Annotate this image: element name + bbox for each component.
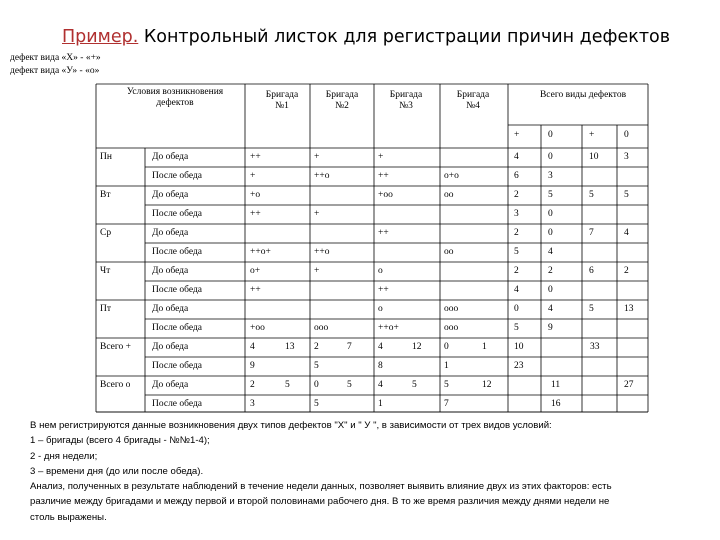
- brigade-cell: оо: [444, 247, 454, 257]
- brigade-header: Бригада №1: [265, 90, 299, 111]
- total-plus-cell: 5: [514, 247, 519, 257]
- time-label: После обеда: [152, 361, 202, 371]
- afternoon-o-total: 16: [551, 399, 561, 409]
- total-o-cell: 0: [548, 152, 553, 162]
- total-plus-cell: 3: [514, 209, 519, 219]
- time-label: После обеда: [152, 323, 202, 333]
- day-total-plus: 6: [589, 266, 594, 276]
- total-sum-cell: 23: [514, 361, 524, 371]
- brigade-cell: +: [378, 152, 384, 162]
- total-plus-cell: 4: [514, 285, 519, 295]
- sub-header: +: [589, 130, 595, 140]
- brigade-o-total: 5: [285, 380, 290, 390]
- time-label: До обеда: [152, 304, 189, 314]
- sum-label: Всего +: [100, 342, 132, 352]
- conditions-header: Условия возникновения дефектов: [126, 87, 224, 108]
- time-label: После обеда: [152, 285, 202, 295]
- title-text: Контрольный листок для регистрации причин дефектов: [138, 27, 671, 47]
- brigade-o-total: 12: [482, 380, 492, 390]
- time-label: После обеда: [152, 171, 202, 181]
- brigade-sum-cell: 4: [250, 342, 255, 352]
- grand-plus-total: 33: [590, 342, 600, 352]
- brigade-sum-cell: 4: [378, 380, 383, 390]
- total-plus-cell: 2: [514, 228, 519, 238]
- total-plus-cell: 2: [514, 266, 519, 276]
- brigade-cell: +: [250, 171, 256, 181]
- total-plus-cell: 4: [514, 152, 519, 162]
- day-total-o: 3: [624, 152, 629, 162]
- brigade-cell: ++о: [314, 247, 330, 257]
- day-label: Пт: [100, 304, 112, 314]
- time-label: До обеда: [152, 342, 189, 352]
- analysis-line: Анализ, полученных в результате наблюдений в течение недели данных, позволяет выявить влияние двух из этих факторов: есть: [30, 481, 612, 493]
- brigade-cell: о+о: [444, 171, 459, 181]
- brigade-plus-total: 12: [412, 342, 422, 352]
- brigade-o-total: 5: [412, 380, 417, 390]
- brigade-sum-cell: 2: [250, 380, 255, 390]
- sub-header: 0: [624, 130, 629, 140]
- analysis-text: [30, 418, 718, 525]
- total-o-cell: 2: [548, 266, 553, 276]
- brigade-sum-cell: 4: [378, 342, 383, 352]
- brigade-cell: +оо: [378, 190, 393, 200]
- time-label: До обеда: [152, 190, 189, 200]
- sub-header: 0: [548, 130, 553, 140]
- brigade-cell: ++о+: [378, 323, 399, 333]
- total-o-cell: 9: [548, 323, 553, 333]
- analysis-line: столь выражены.: [30, 511, 107, 523]
- brigade-sum-cell: 3: [250, 399, 255, 409]
- brigade-sum-cell: 5: [314, 361, 319, 371]
- legend-y: дефект вида «У» - «о»: [10, 66, 100, 76]
- brigade-header: Бригада №3: [389, 90, 423, 111]
- brigade-cell: +: [314, 266, 320, 276]
- total-plus-cell: 5: [514, 323, 519, 333]
- brigade-cell: +: [314, 152, 320, 162]
- total-plus-cell: 2: [514, 190, 519, 200]
- time-label: До обеда: [152, 380, 189, 390]
- day-total-plus: 5: [589, 304, 594, 314]
- brigade-sum-cell: 2: [314, 342, 319, 352]
- time-label: После обеда: [152, 209, 202, 219]
- total-o-cell: 0: [548, 285, 553, 295]
- day-total-o: 13: [624, 304, 634, 314]
- brigade-sum-cell: 8: [378, 361, 383, 371]
- brigade-cell: ++: [250, 209, 261, 219]
- day-label: Вт: [100, 190, 111, 200]
- brigade-sum-cell: 1: [378, 399, 383, 409]
- total-o-cell: 0: [548, 228, 553, 238]
- day-total-o: 4: [624, 228, 629, 238]
- brigade-cell: +оо: [250, 323, 265, 333]
- brigade-cell: о+: [250, 266, 261, 276]
- brigade-cell: ++: [378, 228, 389, 238]
- total-plus-cell: 6: [514, 171, 519, 181]
- grand-o-total: 27: [624, 380, 634, 390]
- brigade-plus-total: 1: [482, 342, 487, 352]
- brigade-sum-cell: 0: [444, 342, 449, 352]
- brigade-sum-cell: 1: [444, 361, 449, 371]
- analysis-line: различие между бригадами и между первой и второй половинами рабочего дня. В то же время различия между днями недели не: [30, 496, 610, 508]
- total-o-cell: 4: [548, 304, 553, 314]
- brigade-sum-cell: 5: [314, 399, 319, 409]
- brigade-cell: о: [378, 266, 383, 276]
- brigade-cell: ооо: [444, 304, 459, 314]
- total-header: Всего виды дефектов: [539, 90, 627, 100]
- analysis-line: 1 – бригады (всего 4 бригады - №№1-4);: [30, 435, 210, 447]
- sub-header: +: [514, 130, 520, 140]
- total-sum-cell: 10: [514, 342, 524, 352]
- day-label: Ср: [100, 228, 112, 238]
- brigade-cell: оо: [444, 190, 454, 200]
- brigade-cell: ++о: [314, 171, 330, 181]
- total-o-cell: 3: [548, 171, 553, 181]
- total-o-cell: 5: [548, 190, 553, 200]
- brigade-cell: +о: [250, 190, 261, 200]
- sum-label: Всего о: [100, 380, 131, 390]
- brigade-cell: ++: [378, 285, 389, 295]
- brigade-header: Бригада №2: [325, 90, 359, 111]
- day-total-plus: 5: [589, 190, 594, 200]
- time-label: После обеда: [152, 399, 202, 409]
- analysis-line: 2 - дня недели;: [30, 450, 98, 462]
- brigade-o-total: 5: [347, 380, 352, 390]
- brigade-sum-cell: 9: [250, 361, 255, 371]
- analysis-line: 3 – времени дня (до или после обеда).: [30, 465, 204, 477]
- brigade-sum-cell: 7: [444, 399, 449, 409]
- day-total-o: 2: [624, 266, 629, 276]
- brigade-cell: ооо: [314, 323, 329, 333]
- brigade-cell: +: [314, 209, 320, 219]
- brigade-sum-cell: 0: [314, 380, 319, 390]
- brigade-plus-total: 7: [347, 342, 352, 352]
- day-total-plus: 7: [589, 228, 594, 238]
- total-plus-cell: 0: [514, 304, 519, 314]
- time-label: После обеда: [152, 247, 202, 257]
- time-label: До обеда: [152, 152, 189, 162]
- brigade-cell: ++о+: [250, 247, 271, 257]
- title-prefix: Пример.: [62, 27, 139, 47]
- time-label: До обеда: [152, 228, 189, 238]
- brigade-cell: ооо: [444, 323, 459, 333]
- day-label: Чт: [100, 266, 111, 276]
- brigade-header: Бригада №4: [456, 90, 490, 111]
- analysis-line: В нем регистрируются данные возникновения двух типов дефектов "Х" и " У ", в зависимости от трех видов условий:: [30, 420, 552, 431]
- total-o-cell: 4: [548, 247, 553, 257]
- brigade-cell: ++: [250, 152, 261, 162]
- day-total-o: 5: [624, 190, 629, 200]
- day-total-plus: 10: [589, 152, 599, 162]
- brigade-cell: ++: [250, 285, 261, 295]
- day-label: Пн: [100, 152, 112, 162]
- total-o-cell: 0: [548, 209, 553, 219]
- morning-o-total: 11: [551, 380, 561, 390]
- legend-x: дефект вида «Х» - «+»: [10, 53, 101, 63]
- brigade-cell: ++: [378, 171, 389, 181]
- time-label: До обеда: [152, 266, 189, 276]
- brigade-cell: о: [378, 304, 383, 314]
- brigade-sum-cell: 5: [444, 380, 449, 390]
- brigade-plus-total: 13: [285, 342, 295, 352]
